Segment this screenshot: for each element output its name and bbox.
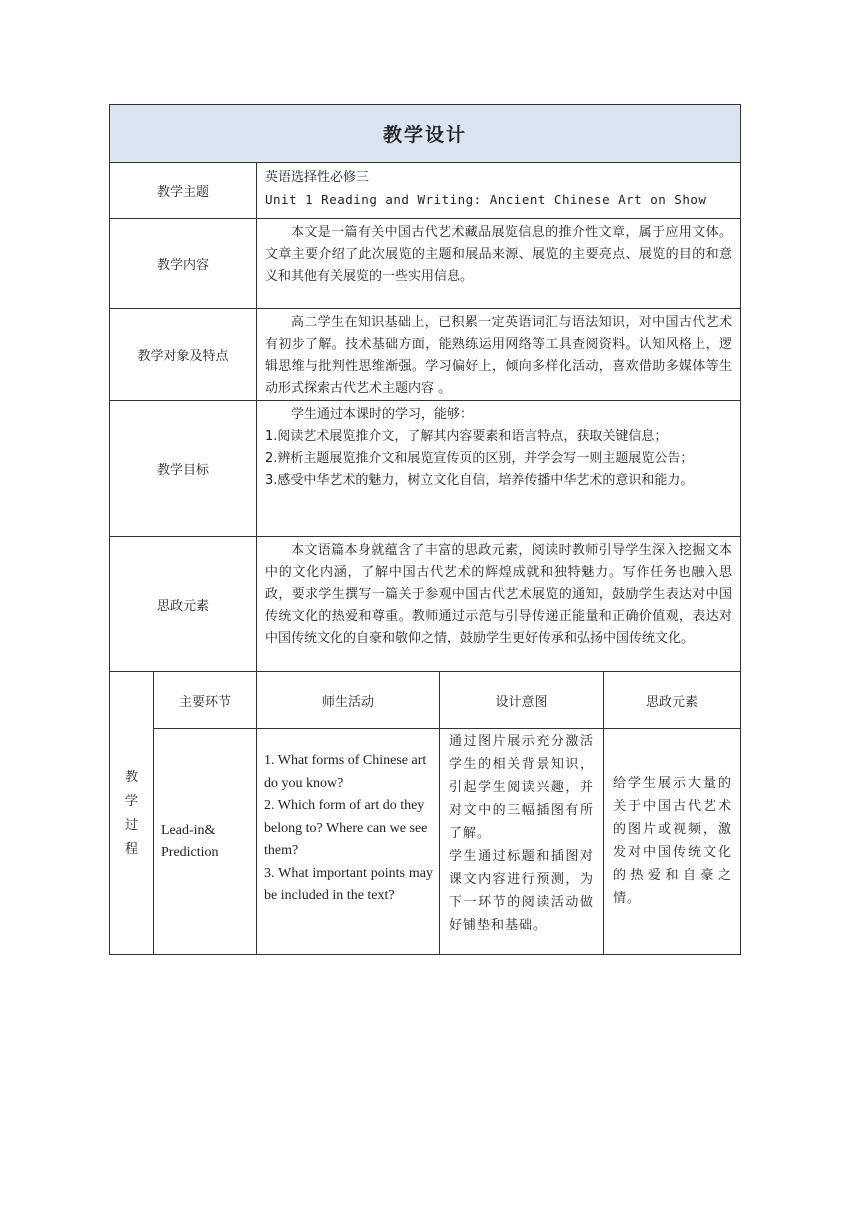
process-label: [110, 672, 154, 955]
students-label: 教学对象及特点: [110, 309, 257, 401]
objectives-text: [257, 401, 740, 537]
header-stage: 主要环节: [154, 672, 257, 729]
students-paragraph: 高二学生在知识基础上，已积累一定英语词汇与语法知识，对中国古代艺术有初步了解。技术基础方面，能熟练运用网络等工具查阅资料。认知风格上，逻辑思维与批判性思维渐强。学习偏好上，倾向多样化活动，喜欢借助多媒体等生动形式探索古代艺术主题内容 。: [265, 315, 732, 396]
content-label: 教学内容: [110, 219, 257, 309]
table-title: 教学设计: [110, 105, 740, 163]
activity-cell: [257, 729, 440, 955]
process-label-char: 学: [124, 793, 138, 809]
header-intent: 设计意图: [440, 672, 604, 729]
theme-content: [257, 163, 740, 219]
ideology-label: 思政元素: [110, 537, 257, 672]
ideology-paragraph: 本文语篇本身就蕴含了丰富的思政元素，阅读时教师引导学生深入挖掘文本中的文化内涵，了解中国古代艺术的辉煌成就和独特魅力。写作任务也融入思政，要求学生撰写一篇关于参观中国古代艺术展览的通知，鼓励学生表达对中国传统文化的热爱和尊重。教师通过示范与引导传递正能量和正确价值观，表达对中国传统文化的自豪和敬仰之情，鼓励学生更好传承和弘扬中国传统文化。: [265, 543, 732, 646]
intent-paragraph: 学生通过标题和插图对课文内容进行预测，为下一环节的阅读活动做好铺垫和基础。: [449, 849, 594, 933]
objectives-intro: 学生通过本课时的学习，能够：: [291, 407, 474, 422]
process-label-char: 过: [124, 817, 138, 833]
process-label-char: 教: [124, 769, 138, 785]
stage-cell: [154, 729, 257, 955]
header-activity: 师生活动: [257, 672, 440, 729]
activity-question: 3. What important points may be included in the text?: [264, 865, 433, 903]
intent-paragraph: 通过图片展示充分激活学生的相关背景知识，引起学生阅读兴趣，并对文中的三幅插图有所了解。: [449, 734, 594, 841]
ideology-cell: [604, 729, 740, 955]
objectives-label: 教学目标: [110, 401, 257, 537]
process-label-char: 程: [124, 841, 138, 857]
activity-question: 2. Which form of art do they belong to? Where can we see them?: [264, 798, 428, 858]
theme-label: 教学主题: [110, 163, 257, 219]
objective-item: 1.阅读艺术展览推介文，了解其内容要素和语言特点，获取关键信息；: [265, 429, 668, 444]
intent-cell: [440, 729, 604, 955]
stage-name: Lead-in& Prediction: [161, 822, 219, 860]
content-paragraph: 本文是一篇有关中国古代艺术藏品展览信息的推介性文章，属于应用文体。文章主要介绍了此次展览的主题和展品来源、展览的主要亮点、展览的目的和意义和其他有关展览的一些实用信息。: [265, 225, 732, 284]
objective-item: 3.感受中华艺术的魅力，树立文化自信，培养传播中华艺术的意识和能力。: [265, 473, 694, 488]
ideology-element: 给学生展示大量的关于中国古代艺术的图片或视频，激发对中国传统文化的热爱和自豪之情。: [613, 776, 732, 906]
objective-item: 2.辨析主题展览推介文和展览宣传页的区别，并学会写一则主题展览公告；: [265, 451, 694, 466]
activity-question: 1. What forms of Chinese art do you know?: [264, 753, 427, 791]
theme-line-2: Unit 1 Reading and Writing: Ancient Chinese Art on Show: [265, 192, 707, 207]
lesson-plan-table: [109, 104, 741, 955]
theme-line-1: 英语选择性必修三: [265, 170, 370, 185]
students-text: [257, 309, 740, 401]
ideology-text: [257, 537, 740, 672]
header-ideology: 思政元素: [604, 672, 740, 729]
content-text: [257, 219, 740, 309]
